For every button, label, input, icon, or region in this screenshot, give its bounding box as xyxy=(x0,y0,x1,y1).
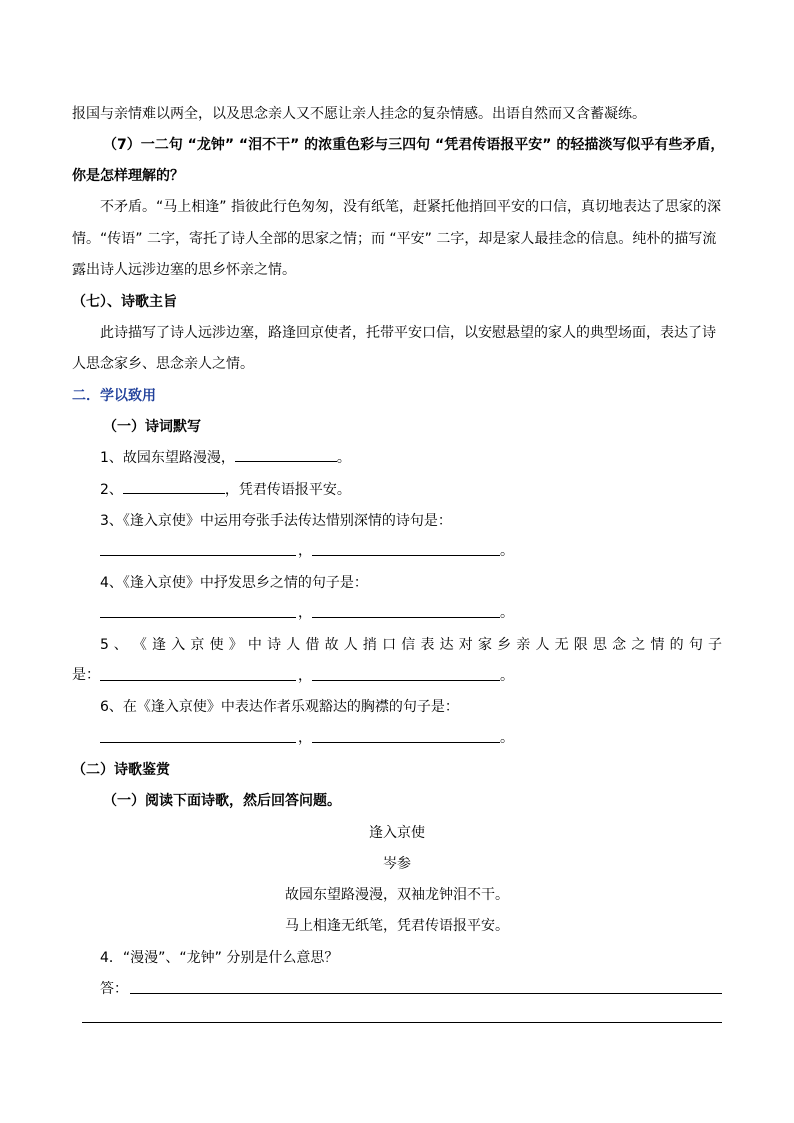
q6-blank-2[interactable] xyxy=(312,742,500,743)
q5-blank-1[interactable] xyxy=(100,680,296,681)
poem-line-1: 故园东望路漫漫，双袖龙钟泪不干。 xyxy=(285,887,509,903)
q4-blank-1[interactable] xyxy=(100,617,296,618)
dictation-q2 xyxy=(100,479,351,499)
q2-prefix: 2、 xyxy=(100,482,123,498)
q3-blank-1[interactable] xyxy=(100,555,296,556)
q5-comma: ， xyxy=(298,668,312,684)
answer-7-line1: 不矛盾。“马上相逢” 指彼此行色匆匆，没有纸笔，赶紧托他捎回平安的口信，真切地表达了思家的深 xyxy=(100,199,721,215)
q6-blank-1[interactable] xyxy=(100,742,296,743)
appreciation-subheading: （一）阅读下面诗歌，然后回答问题。 xyxy=(103,793,341,809)
dictation-q4: 4、《逢入京使》中抒发思乡之情的句子是： xyxy=(100,575,368,591)
appreciation-heading: （二）诗歌鉴赏 xyxy=(72,762,170,778)
q4-blank-2[interactable] xyxy=(312,617,500,618)
dictation-q3: 3、《逢入京使》中运用夸张手法传达惜别深情的诗句是： xyxy=(100,513,452,529)
answer-line-1[interactable] xyxy=(130,993,722,994)
q6-period: 。 xyxy=(500,730,514,746)
answer-label: 答： xyxy=(100,981,128,997)
q1-answer-blank[interactable] xyxy=(235,447,337,462)
theme-line1: 此诗描写了诗人远涉边塞，路逢回京使者，托带平安口信，以安慰悬望的家人的典型场面，表达了诗 xyxy=(100,325,716,341)
q4-comma: ， xyxy=(298,605,312,621)
q1-suffix: 。 xyxy=(336,450,351,466)
analysis-intro-line: 报国与亲情难以两全，以及思念亲人又不愿让亲人挂念的复杂情感。出语自然而又含蓄凝练。 xyxy=(72,106,646,122)
q3-blank-2[interactable] xyxy=(312,555,500,556)
q5-continuation: 是： xyxy=(72,667,100,683)
answer-line-2[interactable] xyxy=(82,1022,722,1023)
practice-heading: 二．学以致用 xyxy=(72,388,156,404)
poem-title: 逢入京使 xyxy=(369,825,425,841)
appreciation-q4: 4．“漫漫”、“龙钟” 分别是什么意思？ xyxy=(100,950,339,966)
q2-suffix: ，凭君传语报平安。 xyxy=(224,482,351,498)
question-7-line2: 你是怎样理解的？ xyxy=(72,168,184,184)
poem-author: 岑参 xyxy=(383,856,411,872)
poem-line-2: 马上相逢无纸笔，凭君传语报平安。 xyxy=(285,918,509,934)
q5-blank-2[interactable] xyxy=(312,680,500,681)
q1-prefix: 1、故园东望路漫漫， xyxy=(100,450,235,466)
answer-7-line2: 情。“传语” 二字，寄托了诗人全部的思家之情；而 “平安” 二字，却是家人最挂念的信息。纯朴的描写流 xyxy=(72,231,717,247)
theme-line2: 人思念家乡、思念亲人之情。 xyxy=(72,356,254,372)
q2-answer-blank[interactable] xyxy=(123,479,225,494)
q3-period: 。 xyxy=(500,543,514,559)
q5-period: 。 xyxy=(500,668,514,684)
dictation-q5: 5 、 《 逢 入 京 使 》 中 诗 人 借 故 人 捎 口 信 表 达 对 家 乡 亲 人 无 限 思 念 之 情 的 句 子 xyxy=(100,637,722,653)
dictation-q1 xyxy=(100,447,351,467)
answer-7-line3: 露出诗人远涉边塞的思乡怀亲之情。 xyxy=(72,262,296,278)
theme-heading: （七）、诗歌主旨 xyxy=(72,294,177,310)
dictation-heading: （一）诗词默写 xyxy=(103,419,201,435)
q6-comma: ， xyxy=(298,730,312,746)
q4-period: 。 xyxy=(500,605,514,621)
q3-comma: ， xyxy=(298,543,312,559)
dictation-q6: 6、在《逢入京使》中表达作者乐观豁达的胸襟的句子是： xyxy=(100,699,459,715)
question-7-line1: （7）一二句 “龙钟” “泪不干” 的浓重色彩与三四句 “凭君传语报平安” 的轻描淡写似乎有些矛盾， xyxy=(103,137,725,153)
